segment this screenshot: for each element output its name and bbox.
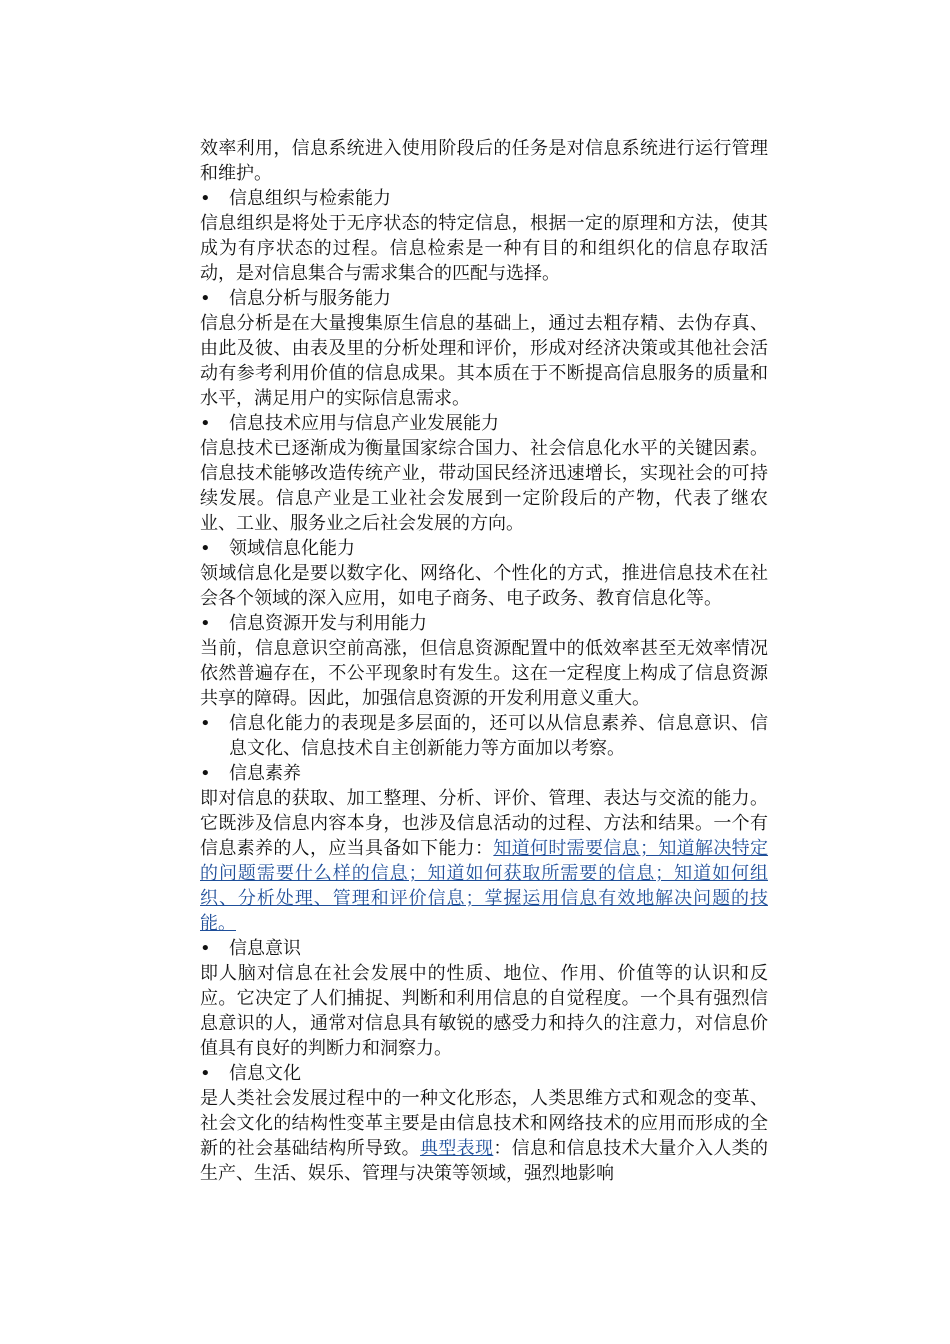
paragraph-text: 信息组织是将处于无序状态的特定信息，根据一定的原理和方法，使其成为有序状态的过程。信息检索是一种有目的和组织化的信息存取活动，是对信息集合与需求集合的匹配与选择。	[200, 213, 768, 284]
bullet-icon: •	[200, 938, 211, 959]
bullet-item	[200, 611, 768, 636]
paragraph	[200, 436, 768, 536]
paragraph	[200, 136, 768, 186]
document-page	[200, 136, 768, 1186]
bullet-icon: •	[200, 713, 211, 734]
bullet-text: 信息化能力的表现是多层面的，还可以从信息素养、信息意识、信息文化、信息技术自主创新能力等方面加以考察。	[229, 713, 768, 759]
paragraph-text-continued: ：信息和信息技术大量介入人类的生产、生活、娱乐、管理与决策等领域，强烈地影响	[200, 1138, 769, 1184]
bullet-text: 信息技术应用与信息产业发展能力	[229, 413, 499, 434]
bullet-icon: •	[200, 1063, 211, 1084]
bullet-icon: •	[200, 188, 211, 209]
paragraph	[200, 786, 768, 936]
bullet-item	[200, 936, 768, 961]
paragraph-text: 即人脑对信息在社会发展中的性质、地位、作用、价值等的认识和反应。它决定了人们捕捉、判断和利用信息的自觉程度。一个具有强烈信息意识的人，通常对信息具有敏锐的感受力和持久的注意力，对信息价值具有良好的判断力和洞察力。	[200, 963, 768, 1059]
bullet-text: 信息分析与服务能力	[229, 288, 391, 309]
paragraph	[200, 211, 768, 286]
paragraph-text: 信息分析是在大量搜集原生信息的基础上，通过去粗存精、去伪存真、由此及彼、由表及里的分析处理和评价，形成对经济决策或其他社会活动有参考利用价值的信息成果。其本质在于不断提高信息服务的质量和水平，满足用户的实际信息需求。	[200, 313, 768, 409]
bullet-text: 领域信息化能力	[229, 538, 355, 559]
bullet-text: 信息组织与检索能力	[229, 188, 391, 209]
bullet-item	[200, 711, 768, 761]
bullet-icon: •	[200, 413, 211, 434]
bullet-text: 信息文化	[229, 1063, 301, 1084]
paragraph	[200, 961, 768, 1061]
bullet-text: 信息资源开发与利用能力	[229, 613, 427, 634]
bullet-icon: •	[200, 288, 211, 309]
paragraph	[200, 311, 768, 411]
paragraph-text: 当前，信息意识空前高涨，但信息资源配置中的低效率甚至无效率情况依然普遍存在，不公平现象时有发生。这在一定程度上构成了信息资源共享的障碍。因此，加强信息资源的开发利用意义重大。	[200, 638, 768, 709]
bullet-item	[200, 411, 768, 436]
paragraph-text: 信息技术已逐渐成为衡量国家综合国力、社会信息化水平的关键因素。信息技术能够改造传统产业，带动国民经济迅速增长，实现社会的可持续发展。信息产业是工业社会发展到一定阶段后的产物，代表了继农业、工业、服务业之后社会发展的方向。	[200, 438, 768, 534]
bullet-icon: •	[200, 613, 211, 634]
bullet-item	[200, 1061, 768, 1086]
paragraph	[200, 1086, 768, 1186]
bullet-text: 信息意识	[229, 938, 301, 959]
bullet-item	[200, 536, 768, 561]
paragraph-text: 效率利用，信息系统进入使用阶段后的任务是对信息系统进行运行管理和维护。	[200, 138, 768, 184]
paragraph	[200, 636, 768, 711]
paragraph-text: 领域信息化是要以数字化、网络化、个性化的方式，推进信息技术在社会各个领域的深入应用，如电子商务、电子政务、教育信息化等。	[200, 563, 768, 609]
paragraph	[200, 561, 768, 611]
bullet-text: 信息素养	[229, 763, 301, 784]
paragraph-text: 即对信息的获取、加工整理、分析、评价、管理、表达与交流的能力。它既涉及信息内容本身，也涉及信息活动的过程、方法和结果。一个有信息素养的人，应当具备如下能力：	[200, 788, 768, 859]
paragraph-text: 是人类社会发展过程中的一种文化形态，人类思维方式和观念的变革、社会文化的结构性变革主要是由信息技术和网络技术的应用而形成的全新的社会基础结构所导致。	[200, 1088, 768, 1159]
bullet-item	[200, 761, 768, 786]
hyperlink[interactable]: 典型表现	[420, 1138, 494, 1159]
bullet-item	[200, 186, 768, 211]
bullet-icon: •	[200, 763, 211, 784]
hyperlink[interactable]: 知道何时需要信息；知道解决特定的问题需要什么样的信息；知道如何获取所需要的信息；知道如何组织、分析处理、管理和评价信息；掌握运用信息有效地解决问题的技能。	[200, 838, 769, 934]
bullet-item	[200, 286, 768, 311]
bullet-icon: •	[200, 538, 211, 559]
